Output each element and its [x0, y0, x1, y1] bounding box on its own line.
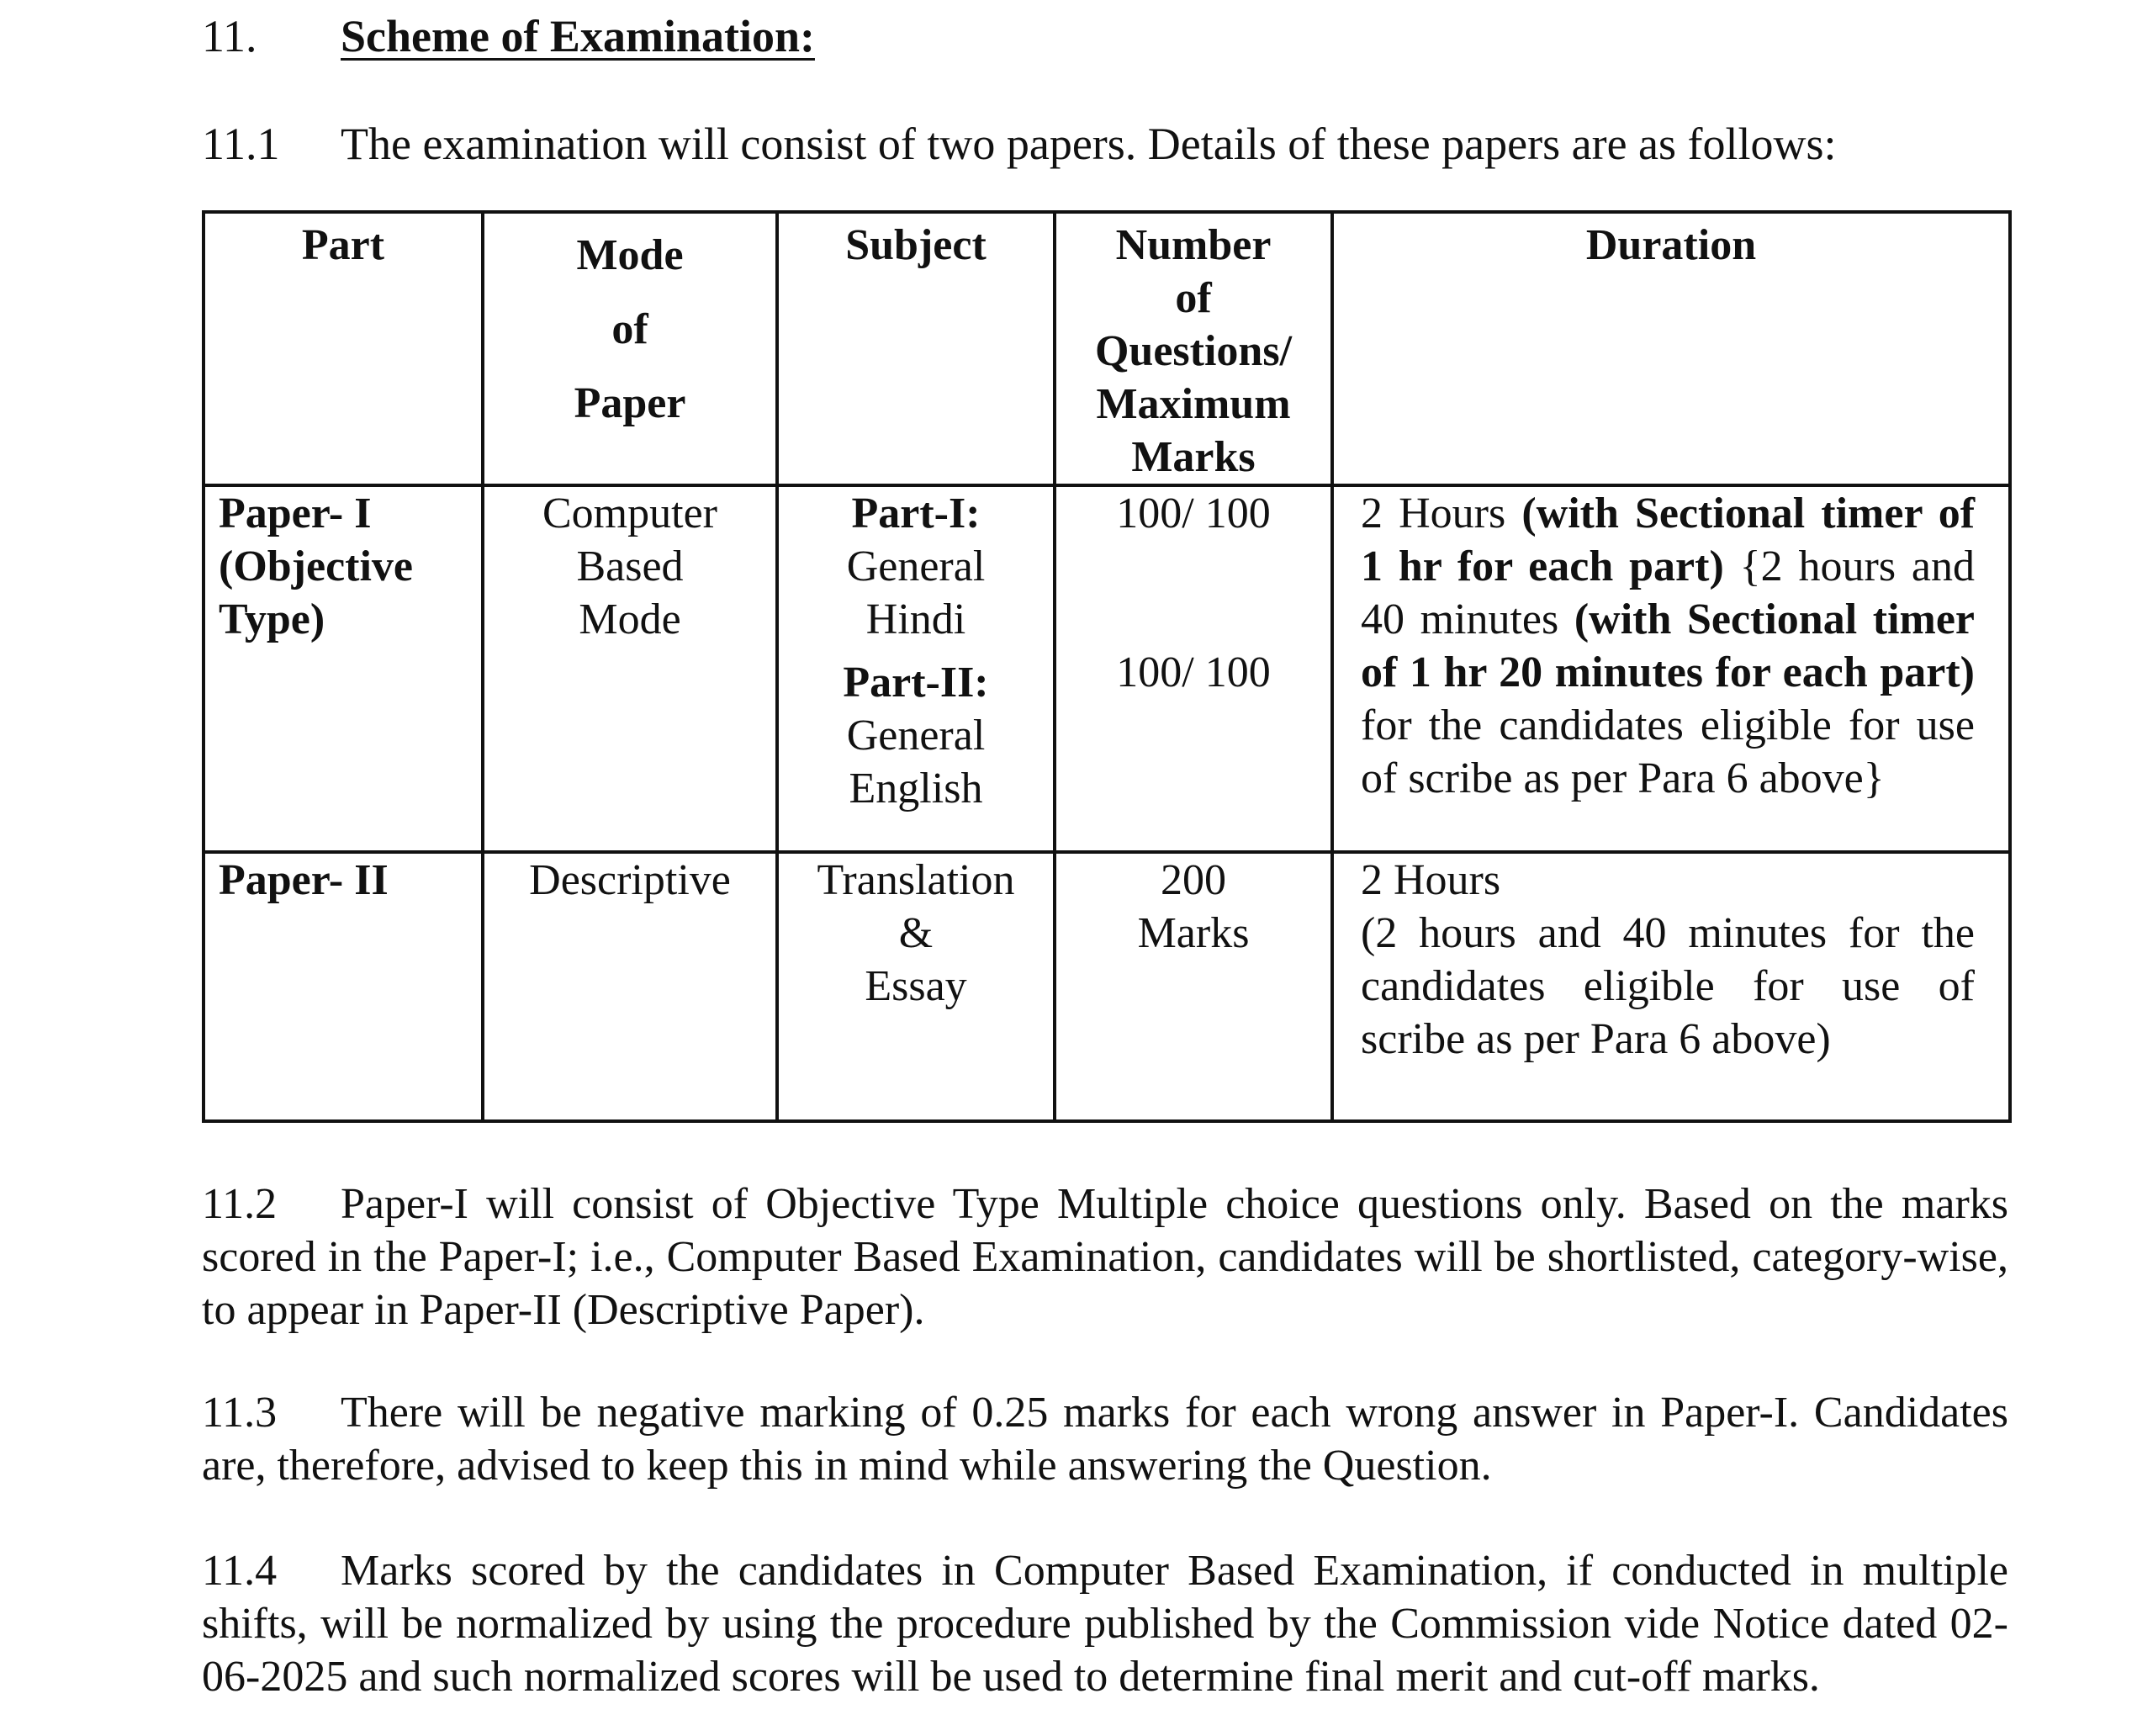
header-part: Part [204, 212, 483, 485]
paper2-part: Paper- II [204, 852, 483, 1121]
paper2-duration: 2 Hours (2 hours and 40 minutes for the candidates eligible for use of scribe as per Para 6 above) [1332, 852, 2010, 1121]
section-number: 11. [202, 11, 257, 61]
clause-text: The examination will consist of two papers. Details of these papers are as follows: [341, 119, 1837, 169]
paper2-subject: Translation & Essay [777, 852, 1055, 1121]
header-duration: Duration [1332, 212, 2010, 485]
clause-text: Paper-I will consist of Objective Type Multiple choice questions only. Based on the marks scored in the Paper-I; i.e., Computer Based Examination, candidates will be shortlisted, category-wise, to appear in Paper-II (Descriptive Paper). [202, 1180, 2008, 1334]
paper1-marks: 100/ 100 100/ 100 [1055, 485, 1332, 852]
header-subject: Subject [777, 212, 1055, 485]
section-heading [202, 7, 815, 66]
clause-text: There will be negative marking of 0.25 marks for each wrong answer in Paper-I. Candidates are, therefore, advised to keep this in mind while answering the Question. [202, 1389, 2008, 1490]
subject-part1-title: Part-I: [851, 490, 981, 537]
header-mode: Mode of Paper [483, 212, 777, 485]
header-number-of-questions: Number of Questions/ Maximum Marks [1055, 212, 1332, 485]
paper1-mode: Computer Based Mode [483, 485, 777, 852]
clause-number: 11.3 [202, 1389, 278, 1437]
subject-part2-title: Part-II: [843, 659, 989, 707]
table-header-row [204, 212, 2010, 485]
table-row [204, 485, 2010, 852]
paper1-part: Paper- I (Objective Type) [204, 485, 483, 852]
clause-text: Marks scored by the candidates in Computer Based Examination, if conducted in multiple shifts, will be normalized by using the procedure published by the Commission vide Notice dated 02-06-2025 and such normalized scores will be used to determine final merit and cut-off marks. [202, 1547, 2008, 1701]
clause-11-3 [202, 1386, 2008, 1492]
clause-number: 11.1 [202, 119, 280, 169]
exam-scheme-table [202, 210, 2012, 1123]
clause-11-1 [202, 114, 1837, 173]
section-title: Scheme of Examination: [341, 11, 815, 61]
paper1-subject: Part-I: General Hindi Part-II: General English [777, 485, 1055, 852]
paper2-mode: Descriptive [483, 852, 777, 1121]
clause-number: 11.2 [202, 1180, 278, 1228]
clause-number: 11.4 [202, 1547, 278, 1595]
paper2-marks: 200 Marks [1055, 852, 1332, 1121]
table-row [204, 852, 2010, 1121]
paper1-duration: 2 Hours (with Sectional timer of 1 hr for each part) {2 hours and 40 minutes (with Sectional timer of 1 hr 20 minutes for each part) for the candidates eligible for use of scribe as per Para 6 above} [1332, 485, 2010, 852]
clause-11-4 [202, 1544, 2008, 1703]
clause-11-2 [202, 1178, 2008, 1336]
